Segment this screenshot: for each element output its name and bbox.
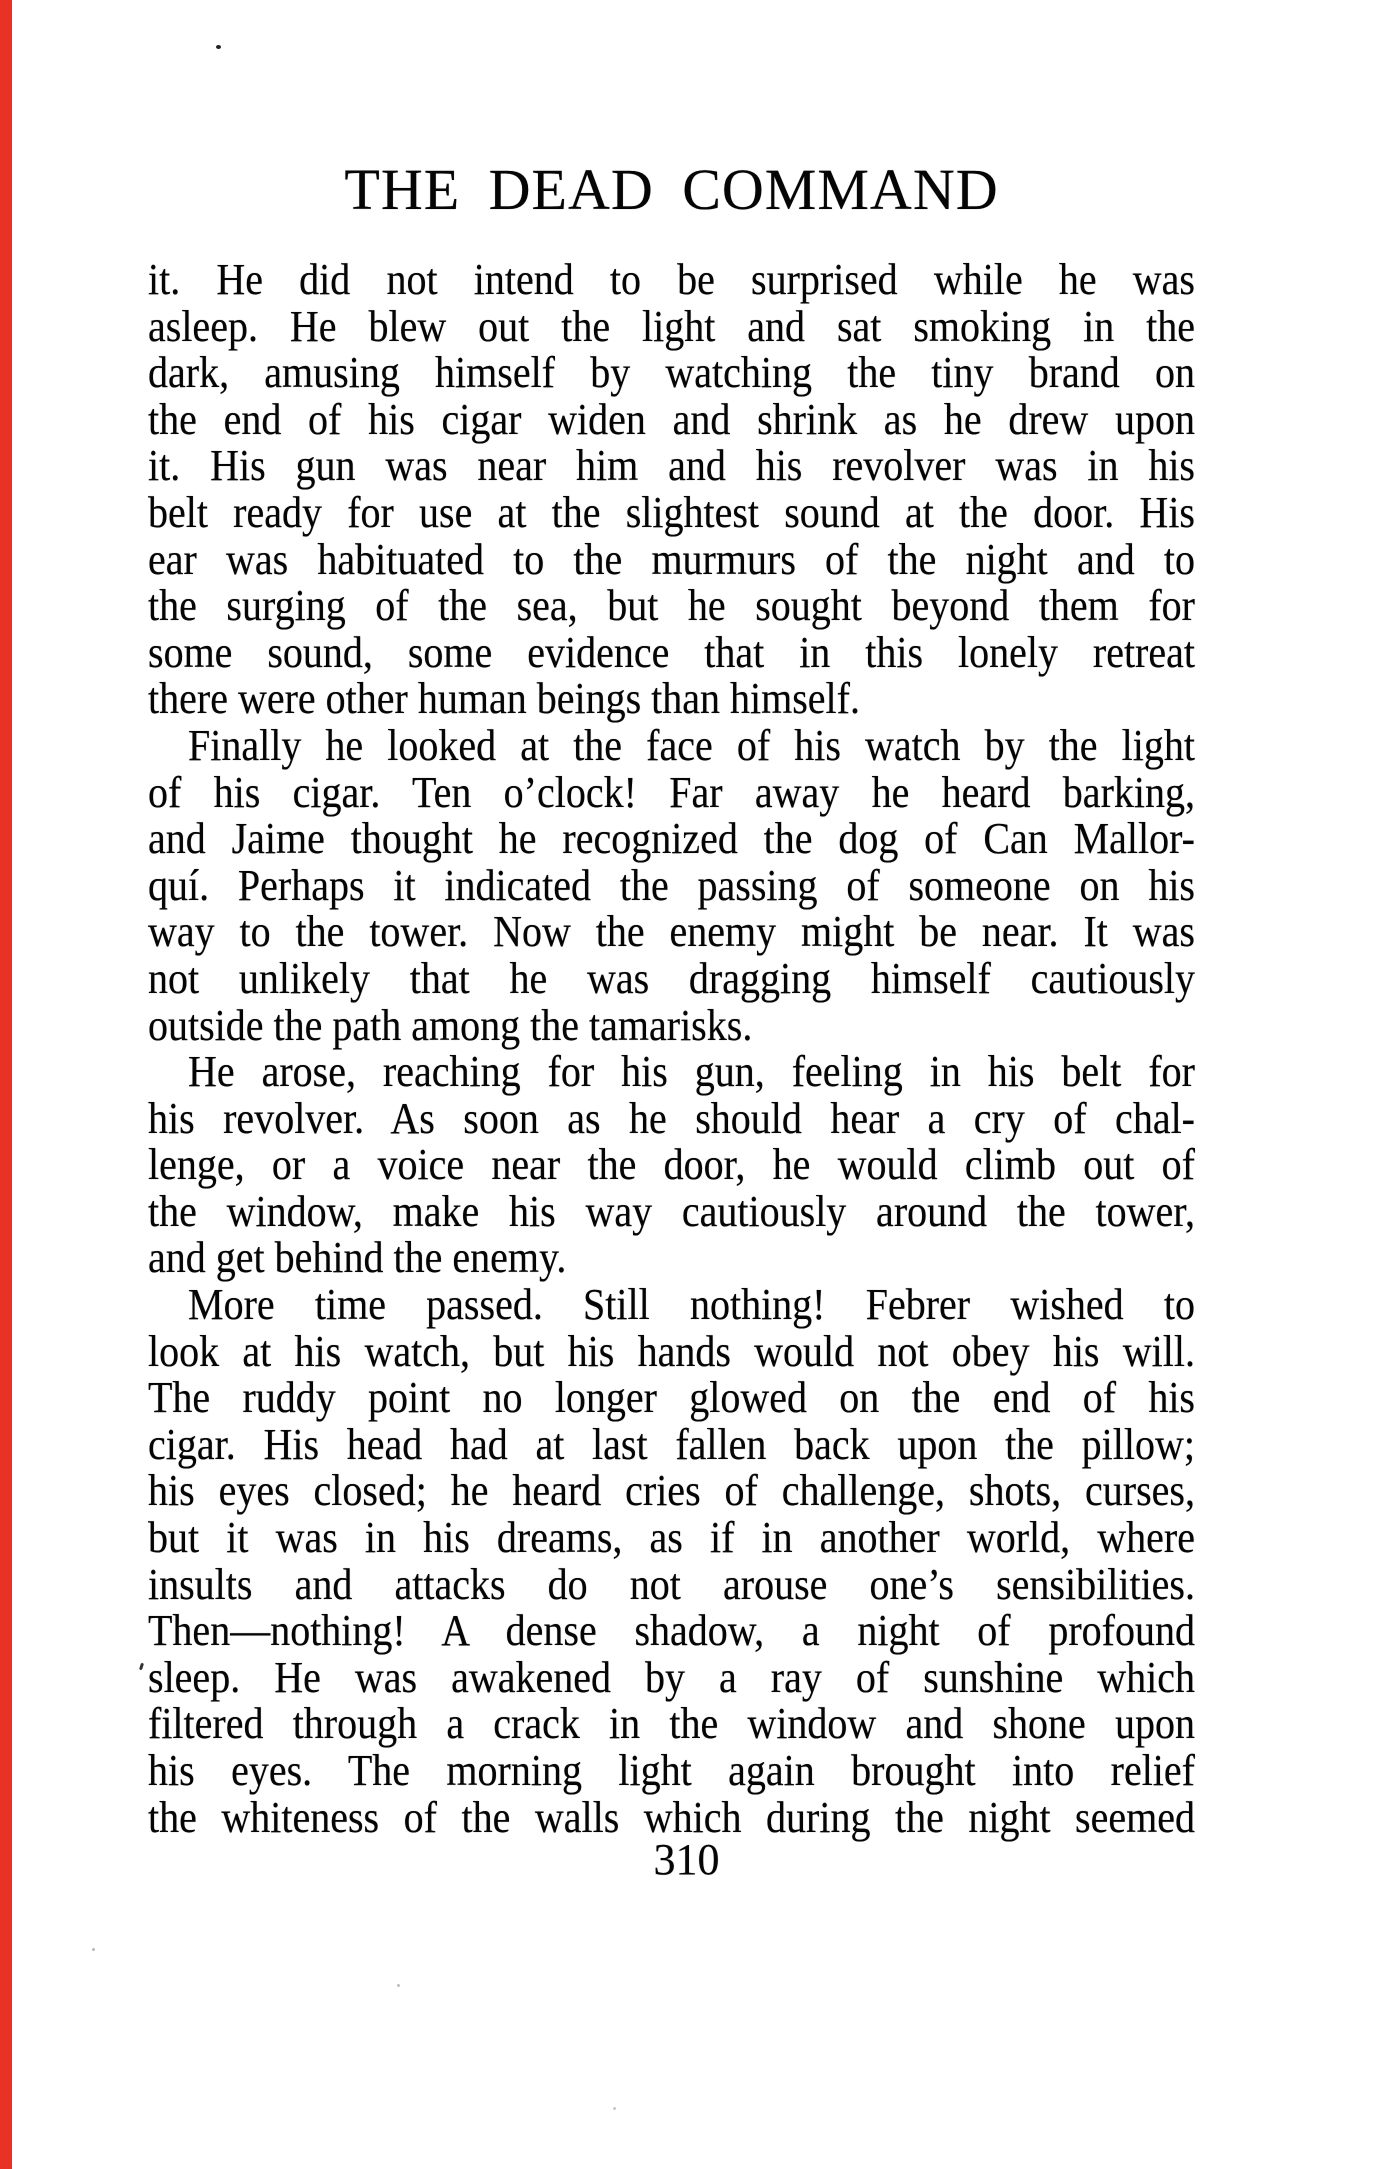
text-line: the surging of the sea, but he sought beyond them for	[148, 579, 1195, 631]
text-line: the window, make his way cautiously around the tower,	[148, 1185, 1195, 1236]
text-line: his eyes. The morning light again brought into relief	[148, 1744, 1195, 1795]
scan-speck	[613, 2107, 616, 2110]
text-line: it. He did not intend to be surprised while he was	[148, 253, 1195, 305]
text-line: The ruddy point no longer glowed on the end of his	[148, 1371, 1195, 1423]
text-line: He arose, reaching for his gun, feeling in his belt for	[188, 1045, 1195, 1097]
text-line: not unlikely that he was dragging himself cautiously	[148, 952, 1195, 1003]
text-line: and get behind the enemy.	[148, 1232, 567, 1283]
text-line: there were other human beings than himself.	[148, 673, 860, 724]
text-line: way to the tower. Now the enemy might be near. It was	[148, 905, 1195, 957]
text-line: but it was in his dreams, as if in another world, where	[148, 1511, 1195, 1562]
text-line: some sound, some evidence that in this lonely retreat	[148, 626, 1195, 677]
text-line: insults and attacks do not arouse one’s sensibilities.	[148, 1558, 1195, 1609]
scan-speck	[216, 45, 221, 49]
text-line: ear was habituated to the murmurs of the night and to	[148, 533, 1195, 584]
text-line: asleep. He blew out the light and sat smoking in the	[148, 300, 1195, 351]
text-line: lenge, or a voice near the door, he would climb out of	[148, 1138, 1195, 1190]
scan-speck	[139, 1663, 144, 1671]
text-line: filtered through a crack in the window and shone upon	[148, 1697, 1195, 1749]
text-line: and Jaime thought he recognized the dog of Can Mallor-	[148, 812, 1195, 864]
text-line: the whiteness of the walls which during the night seemed	[148, 1791, 1195, 1842]
page-number: 310	[653, 1835, 720, 1884]
text-line: sleep. He was awakened by a ray of sunshine which	[148, 1651, 1195, 1702]
scan-speck	[92, 1948, 95, 1951]
text-line: cigar. His head had at last fallen back upon the pillow;	[148, 1418, 1195, 1469]
text-line: outside the path among the tamarisks.	[148, 999, 753, 1050]
scan-speck	[397, 1984, 400, 1987]
text-line: the end of his cigar widen and shrink as he drew upon	[148, 393, 1195, 444]
text-line: belt ready for use at the slightest sound at the door. His	[148, 486, 1195, 538]
text-line: Finally he looked at the face of his watch by the light	[188, 719, 1195, 771]
text-line: quí. Perhaps it indicated the passing of someone on his	[148, 859, 1195, 910]
text-line: his eyes closed; he heard cries of challenge, shots, curses,	[148, 1464, 1195, 1516]
text-line: Then—nothing! A dense shadow, a night of profound	[148, 1604, 1195, 1656]
text-line: his revolver. As soon as he should hear a cry of chal-	[148, 1092, 1195, 1143]
text-line: look at his watch, but his hands would not obey his will.	[148, 1325, 1195, 1376]
text-line: it. His gun was near him and his revolver was in his	[148, 440, 1195, 491]
page-text	[148, 253, 1195, 1842]
text-line: More time passed. Still nothing! Febrer wished to	[188, 1278, 1195, 1330]
text-line: dark, amusing himself by watching the tiny brand on	[148, 346, 1195, 398]
page-title: THE DEAD COMMAND	[344, 157, 999, 222]
text-line: of his cigar. Ten o’clock! Far away he heard barking,	[148, 766, 1195, 817]
book-edge-stripe	[0, 0, 12, 2169]
